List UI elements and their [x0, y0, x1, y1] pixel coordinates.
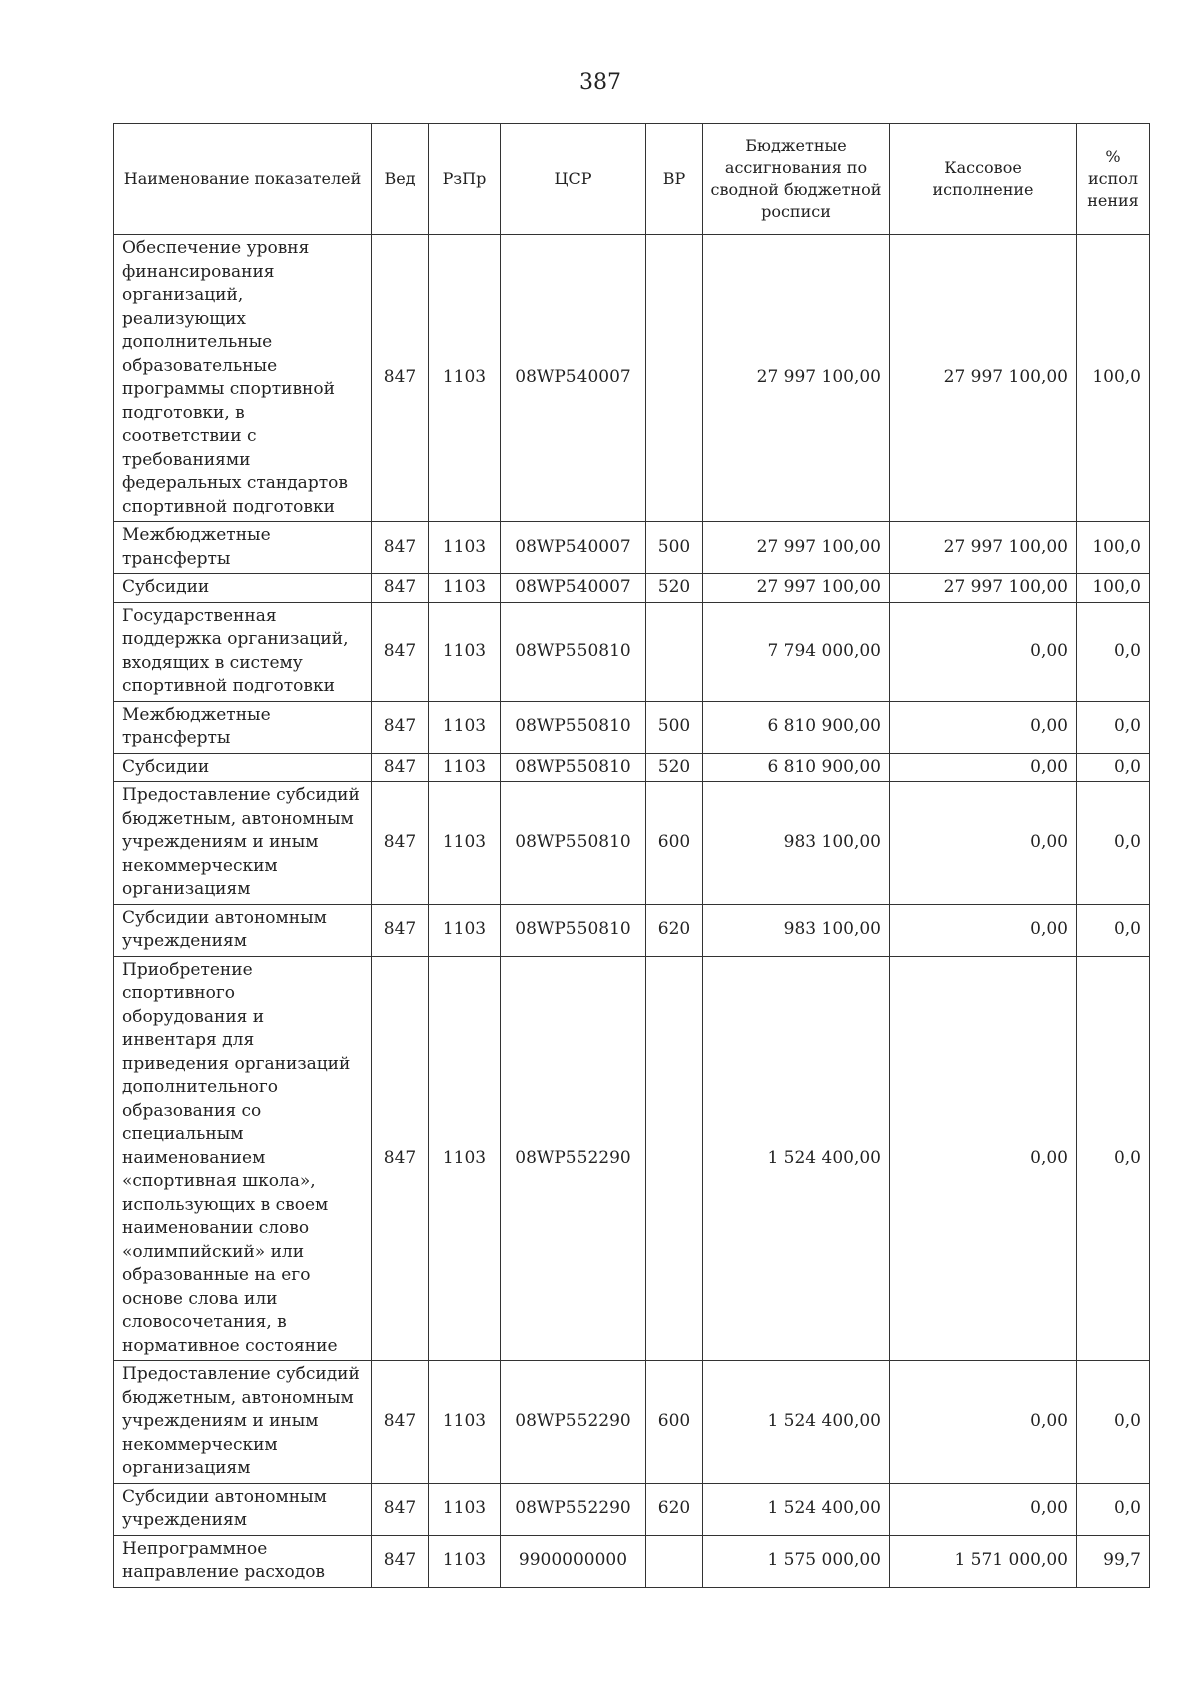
- cell-ved: 847: [372, 1361, 429, 1484]
- cell-csr: 08WP552290: [501, 1483, 646, 1535]
- cell-csr: 08WP540007: [501, 522, 646, 574]
- cell-vr: 620: [646, 1483, 703, 1535]
- budget-execution-table: [113, 123, 1150, 1588]
- cell-csr: 08WP550810: [501, 782, 646, 905]
- cell-rzpr: 1103: [429, 235, 501, 522]
- cell-vr: [646, 956, 703, 1361]
- cell-ved: 847: [372, 602, 429, 701]
- cell-cash: 0,00: [890, 904, 1077, 956]
- cell-percent: 0,0: [1077, 904, 1150, 956]
- cell-vr: 600: [646, 1361, 703, 1484]
- cell-rzpr: 1103: [429, 1535, 501, 1587]
- cell-cash: 0,00: [890, 701, 1077, 753]
- cell-name: Межбюджетные трансферты: [114, 522, 372, 574]
- cell-name: Субсидии: [114, 753, 372, 782]
- cell-cash: 0,00: [890, 1361, 1077, 1484]
- cell-name: Межбюджетные трансферты: [114, 701, 372, 753]
- cell-percent: 0,0: [1077, 956, 1150, 1361]
- cell-rzpr: 1103: [429, 701, 501, 753]
- cell-name: Субсидии автономным учреждениям: [114, 904, 372, 956]
- cell-cash: 27 997 100,00: [890, 235, 1077, 522]
- cell-ved: 847: [372, 701, 429, 753]
- header-percent: % испол нения: [1077, 124, 1150, 235]
- cell-vr: 600: [646, 782, 703, 905]
- cell-ved: 847: [372, 1483, 429, 1535]
- header-rzpr: РзПр: [429, 124, 501, 235]
- cell-name: Обеспечение уровня финансирования организаций, реализующих дополнительные образовательные программы спортивной подготовки, в соответствии с требованиями федеральных стандартов спортивной подготовки: [114, 235, 372, 522]
- cell-ved: 847: [372, 753, 429, 782]
- table-row: [114, 904, 1150, 956]
- cell-cash: 27 997 100,00: [890, 522, 1077, 574]
- cell-cash: 0,00: [890, 753, 1077, 782]
- cell-budget: 6 810 900,00: [703, 753, 890, 782]
- cell-vr: [646, 235, 703, 522]
- cell-budget: 6 810 900,00: [703, 701, 890, 753]
- cell-percent: 0,0: [1077, 1483, 1150, 1535]
- cell-budget: 7 794 000,00: [703, 602, 890, 701]
- cell-percent: 100,0: [1077, 522, 1150, 574]
- cell-percent: 0,0: [1077, 1361, 1150, 1484]
- cell-csr: 08WP552290: [501, 956, 646, 1361]
- cell-ved: 847: [372, 522, 429, 574]
- cell-budget: 27 997 100,00: [703, 522, 890, 574]
- cell-name: Непрограммное направление расходов: [114, 1535, 372, 1587]
- cell-percent: 100,0: [1077, 574, 1150, 603]
- cell-ved: 847: [372, 782, 429, 905]
- cell-cash: 27 997 100,00: [890, 574, 1077, 603]
- cell-vr: [646, 1535, 703, 1587]
- cell-percent: 99,7: [1077, 1535, 1150, 1587]
- cell-ved: 847: [372, 904, 429, 956]
- cell-percent: 0,0: [1077, 701, 1150, 753]
- cell-cash: 0,00: [890, 1483, 1077, 1535]
- cell-percent: 0,0: [1077, 753, 1150, 782]
- cell-cash: 0,00: [890, 602, 1077, 701]
- cell-csr: 9900000000: [501, 1535, 646, 1587]
- cell-budget: 983 100,00: [703, 904, 890, 956]
- header-ved: Вед: [372, 124, 429, 235]
- cell-vr: 520: [646, 574, 703, 603]
- cell-ved: 847: [372, 235, 429, 522]
- table-row: [114, 235, 1150, 522]
- cell-csr: 08WP550810: [501, 904, 646, 956]
- header-cash: Кассовое исполнение: [890, 124, 1077, 235]
- cell-csr: 08WP552290: [501, 1361, 646, 1484]
- cell-budget: 27 997 100,00: [703, 235, 890, 522]
- cell-csr: 08WP550810: [501, 701, 646, 753]
- cell-vr: 500: [646, 522, 703, 574]
- cell-csr: 08WP540007: [501, 235, 646, 522]
- header-budget: Бюджетные ассигнования по сводной бюджетной росписи: [703, 124, 890, 235]
- cell-name: Предоставление субсидий бюджетным, автономным учреждениям и иным некоммерческим организациям: [114, 782, 372, 905]
- cell-rzpr: 1103: [429, 1483, 501, 1535]
- cell-budget: 983 100,00: [703, 782, 890, 905]
- cell-ved: 847: [372, 1535, 429, 1587]
- cell-vr: 520: [646, 753, 703, 782]
- cell-cash: 0,00: [890, 956, 1077, 1361]
- cell-rzpr: 1103: [429, 574, 501, 603]
- cell-rzpr: 1103: [429, 904, 501, 956]
- cell-ved: 847: [372, 956, 429, 1361]
- header-name: Наименование показателей: [114, 124, 372, 235]
- table-row: [114, 956, 1150, 1361]
- cell-ved: 847: [372, 574, 429, 603]
- cell-percent: 100,0: [1077, 235, 1150, 522]
- page-number: 387: [579, 70, 621, 95]
- header-vr: ВР: [646, 124, 703, 235]
- cell-name: Субсидии: [114, 574, 372, 603]
- cell-csr: 08WP550810: [501, 753, 646, 782]
- table-row: [114, 574, 1150, 603]
- cell-vr: 500: [646, 701, 703, 753]
- cell-name: Приобретение спортивного оборудования и инвентаря для приведения организаций дополнительного образования со специальным наименованием «спортивная школа», использующих в своем наименовании слово «олимпийский» или образованные на его основе слова или словосочетания, в нормативное состояние: [114, 956, 372, 1361]
- cell-csr: 08WP550810: [501, 602, 646, 701]
- table-row: [114, 522, 1150, 574]
- cell-name: Предоставление субсидий бюджетным, автономным учреждениям и иным некоммерческим организациям: [114, 1361, 372, 1484]
- cell-name: Субсидии автономным учреждениям: [114, 1483, 372, 1535]
- table-row: [114, 753, 1150, 782]
- cell-budget: 1 575 000,00: [703, 1535, 890, 1587]
- cell-name: Государственная поддержка организаций, входящих в систему спортивной подготовки: [114, 602, 372, 701]
- cell-vr: 620: [646, 904, 703, 956]
- table-header-row: [114, 124, 1150, 235]
- cell-percent: 0,0: [1077, 782, 1150, 905]
- cell-budget: 1 524 400,00: [703, 1483, 890, 1535]
- cell-cash: 0,00: [890, 782, 1077, 905]
- cell-budget: 27 997 100,00: [703, 574, 890, 603]
- table-row: [114, 1483, 1150, 1535]
- table-row: [114, 602, 1150, 701]
- cell-percent: 0,0: [1077, 602, 1150, 701]
- cell-budget: 1 524 400,00: [703, 1361, 890, 1484]
- cell-rzpr: 1103: [429, 782, 501, 905]
- cell-rzpr: 1103: [429, 956, 501, 1361]
- cell-vr: [646, 602, 703, 701]
- table-row: [114, 1361, 1150, 1484]
- cell-rzpr: 1103: [429, 1361, 501, 1484]
- header-csr: ЦСР: [501, 124, 646, 235]
- cell-csr: 08WP540007: [501, 574, 646, 603]
- cell-cash: 1 571 000,00: [890, 1535, 1077, 1587]
- cell-rzpr: 1103: [429, 602, 501, 701]
- cell-rzpr: 1103: [429, 753, 501, 782]
- cell-budget: 1 524 400,00: [703, 956, 890, 1361]
- table-row: [114, 782, 1150, 905]
- table-row: [114, 701, 1150, 753]
- cell-rzpr: 1103: [429, 522, 501, 574]
- table-row: [114, 1535, 1150, 1587]
